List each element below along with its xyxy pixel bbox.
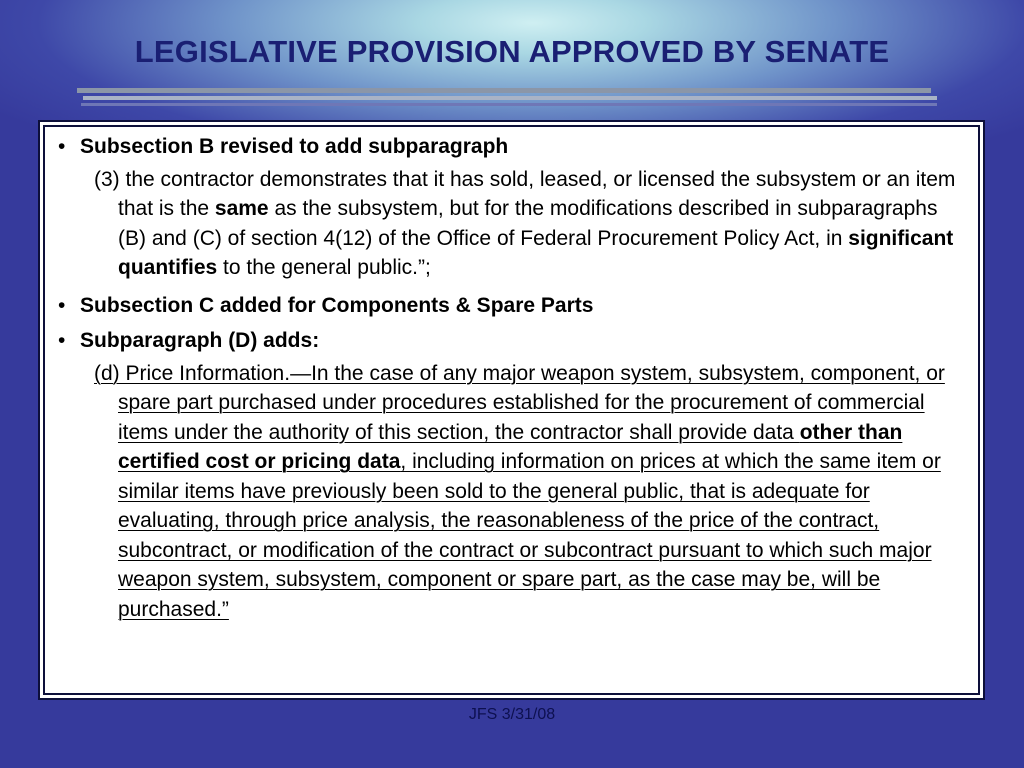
bullet-dot: • xyxy=(58,293,66,317)
para3-text-2: as the subsystem, but for the modifications described in subparagraphs (B) and (C) of section 4(12) of the Office of Federal Procurement Policy Act, in xyxy=(118,197,938,250)
title-underline-2 xyxy=(83,96,937,100)
content-body xyxy=(52,132,964,632)
title-underline-1 xyxy=(77,88,931,93)
subparagraph-3 xyxy=(52,165,964,283)
para3-bold-same: same xyxy=(214,197,269,220)
parad-text-1: (d) Price Information.—In the case of any major weapon system, subsystem, component, or spare part purchased under procedures established for the procurement of commercial items under the authority of this section, the contractor shall provide data xyxy=(94,361,945,444)
title-underline-3 xyxy=(81,103,937,106)
para3-text-1: (3) the contractor demonstrates that it has sold, leased, or licensed the subsystem or an item that is the xyxy=(94,167,956,220)
parad-text-2: , including information on prices at which the same item or similar items have previously been sold to the general public, that is adequate for evaluating, through price analysis, the reasonableness of the price of the contract, subcontract, or modification of the contract or subcontract pursuant to which such major weapon system, subsystem, component or spare part, as the case may be, will be purchased.” xyxy=(118,450,941,621)
subparagraph-d xyxy=(52,359,964,625)
bullet-text: Subparagraph (D) adds: xyxy=(80,329,320,352)
para3-text-3: to the general public.”; xyxy=(217,256,431,279)
bullet-subparagraph-d xyxy=(52,326,964,356)
slide-title: LEGISLATIVE PROVISION APPROVED BY SENATE xyxy=(134,34,890,69)
bullet-subsection-b xyxy=(52,132,964,162)
footer-text: JFS 3/31/08 xyxy=(468,706,556,723)
content-frame xyxy=(38,120,985,700)
bullet-dot: • xyxy=(58,135,66,158)
bullet-text: Subsection B revised to add subparagraph xyxy=(80,135,509,158)
bullet-dot: • xyxy=(58,329,66,352)
parad-bold-data: other than certified cost or pricing data xyxy=(118,420,903,473)
bullet-text: Subsection C added for Components & Spare Parts xyxy=(80,293,594,317)
bullet-subsection-c xyxy=(52,291,964,321)
para3-bold-significant: significant quantifies xyxy=(118,226,954,279)
